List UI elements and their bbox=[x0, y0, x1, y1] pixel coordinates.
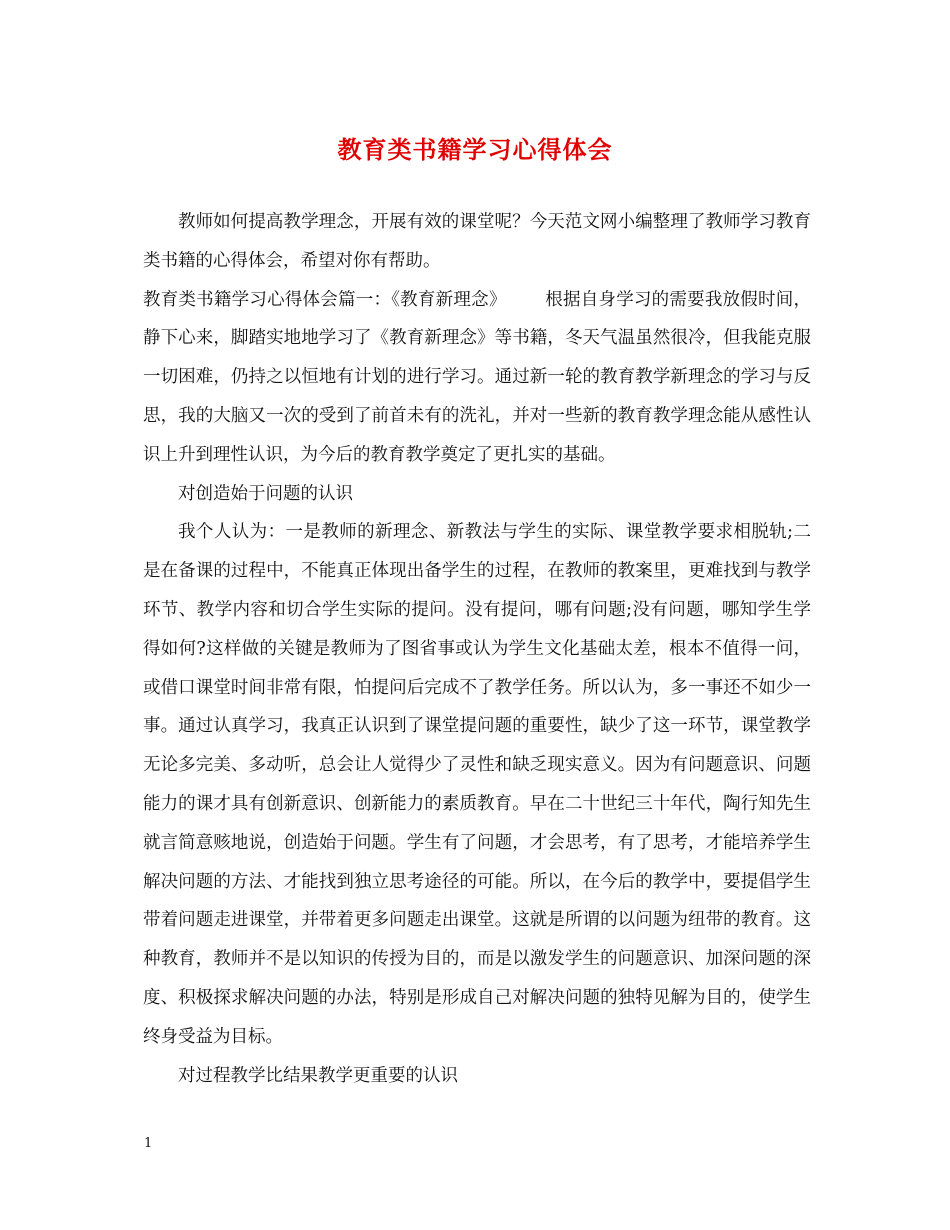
document-title: 教育类书籍学习心得体会 bbox=[337, 135, 613, 164]
part-one-paragraph bbox=[143, 281, 811, 475]
part-one-text: 根据自身学习的需要我放假时间，静下心来，脚踏实地地学习了《教育新理念》等书籍，冬天气温虽然很冷，但我能克服一切困难，仍持之以恒地有计划的进行学习。通过新一轮的教育教学新理念的学习与反思，我的大脑又一次的受到了前首未有的洗礼，并对一些新的教育教学理念能从感性认识上升到理性认识，为今后的教育教学奠定了更扎实的基础。 bbox=[143, 289, 811, 465]
section-heading-creation: 对创造始于问题的认识 bbox=[178, 483, 353, 504]
document-body bbox=[143, 203, 811, 1095]
page-number: 1 bbox=[144, 1136, 153, 1151]
intro-paragraph: 教师如何提高教学理念，开展有效的课堂呢？今天范文网小编整理了教师学习教育类书籍的心得体会，希望对你有帮助。 bbox=[143, 212, 811, 271]
body-paragraph: 我个人认为：一是教师的新理念、新教法与学生的实际、课堂教学要求相脱轨;二是在备课的过程中，不能真正体现出备学生的过程，在教师的教案里，更难找到与教学环节、教学内容和切合学生实际的提问。没有提问，哪有问题;没有问题，哪知学生学得如何?这样做的关键是教师为了图省事或认为学生文化基础太差，根本不值得一问，或借口课堂时间非常有限，怕提问后完成不了教学任务。所以认为，多一事还不如少一事。通过认真学习，我真正认识到了课堂提问题的重要性，缺少了这一环节，课堂教学无论多完美、多动听，总会让人觉得少了灵性和缺乏现实意义。因为有问题意识、问题能力的课才具有创新意识、创新能力的素质教育。早在二十世纪三十年代，陶行知先生就言简意赅地说，创造始于问题。学生有了问题，才会思考，有了思考，才能培养学生解决问题的方法、才能找到独立思考途径的可能。所以，在今后的教学中，要提倡学生带着问题走进课堂，并带着更多问题走出课堂。这就是所谓的以问题为纽带的教育。这种教育，教师并不是以知识的传授为目的，而是以激发学生的问题意识、加深问题的深度、积极探求解决问题的办法，特别是形成自己对解决问题的独特见解为目的，使学生终身受益为目标。 bbox=[143, 522, 811, 1047]
part-heading: 教育类书籍学习心得体会篇一：《教育新理念》 bbox=[143, 289, 507, 310]
section-heading-process: 对过程教学比结果教学更重要的认识 bbox=[178, 1065, 458, 1086]
